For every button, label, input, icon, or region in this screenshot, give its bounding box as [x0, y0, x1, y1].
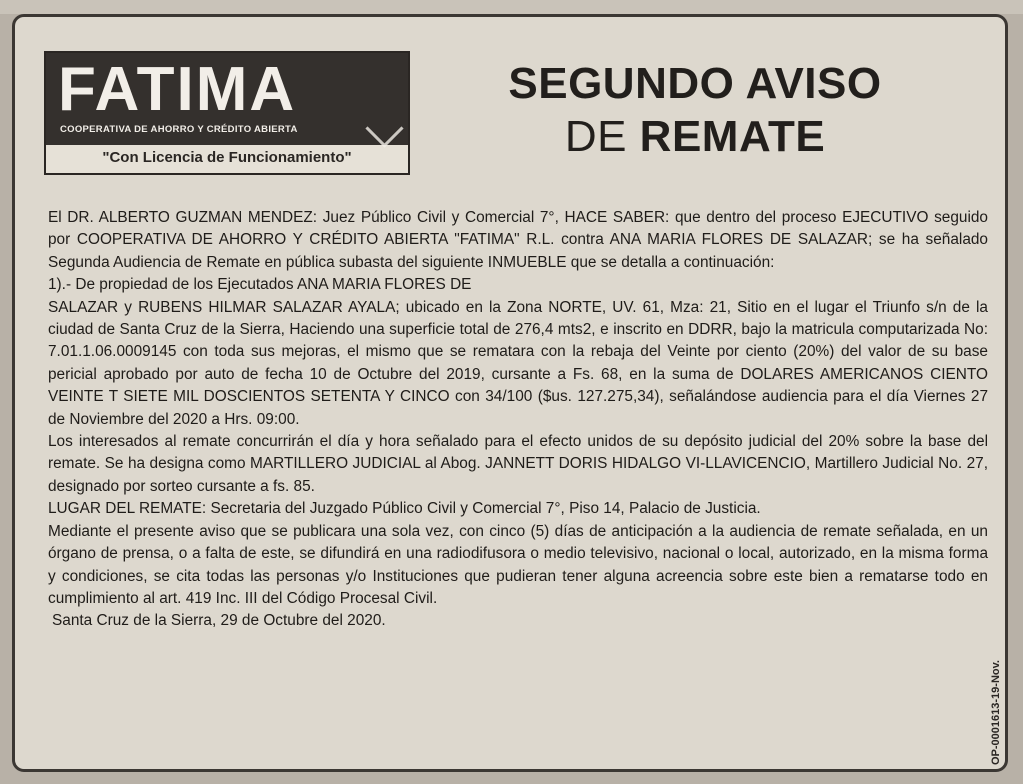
paragraph-date: Santa Cruz de la Sierra, 29 de Octubre del 2020. — [52, 612, 386, 630]
logo-subtitle: COOPERATIVA DE AHORRO Y CRÉDITO ABIERTA — [60, 124, 298, 135]
title-line-2 — [435, 109, 955, 165]
legal-notice — [12, 14, 1008, 772]
paragraph-lugar: LUGAR DEL REMATE: Secretaria del Juzgado Público Civil y Comercial 7°, Piso 14, Palacio de Justicia. — [48, 500, 761, 518]
notice-title — [435, 59, 955, 165]
title-line-1: SEGUNDO AVISO — [508, 59, 882, 108]
paragraph-item1-body: SALAZAR y RUBENS HILMAR SALAZAR AYALA; ubicado en la Zona NORTE, UV. 61, Mza: 21, Sitio en el lugar el Triunfo s/n de la ciudad de Santa Cruz de la Sierra, Haciendo una superficie total de 276,4 mts2, e inscrito en DDRR, bajo la matricula computarizada No: 7.01.1.06.0009145 con toda sus mejoras, el mismo que se rematara con la rebaja del Veinte por ciento (20%) del valor de su base pericial aprobado por auto de fecha 10 de Octubre del 2019, cursante a Fs. 68, en la suma de DOLARES AMERICANOS CIENTO VEINTE T SIETE MIL DOSCIENTOS SETENTA Y CINCO con 34/100 ($us. 127.275,34), señalándose audiencia para el día Viernes 27 de Noviembre del 2020 a Hrs. 09:00. — [48, 298, 988, 428]
fatima-logo — [44, 51, 410, 175]
logo-chevron-icon — [365, 109, 403, 147]
paragraph-interesados: Los interesados al remate concurrirán el día y hora señalado para el efecto unidos de su depósito judicial del 20% sobre la base del remate. Se ha designa como MARTILLERO JUDICIAL al Abog. JANNETT DORIS HIDALGO VI-LLAVICENCIO, Martillero Judicial No. 27, designado por sorteo cursante a fs. 85. — [48, 433, 988, 495]
publication-code: OP-0001613-19-Nov. — [990, 660, 1002, 765]
title-line-2-prefix: DE — [564, 112, 640, 161]
paragraph-mediante: Mediante el presente aviso que se publicara una sola vez, con cinco (5) días de anticipación a la audiencia de remate señalada, en un órgano de prensa, o a falta de este, se difundirá en una radiodifusora o medio televisivo, nacional o local, autorizado, en la misma forma y condiciones, se cita todas las personas y/o Instituciones que pudieran tener alguna acreencia sobre este bien a rematarse todo en cumplimiento al art. 419 Inc. III del Código Procesal Civil. — [48, 522, 988, 607]
paragraph-item1-head: 1).- De propiedad de los Ejecutados ANA MARIA FLORES DE — [48, 276, 472, 294]
logo-license-tagline: "Con Licencia de Funcionamiento" — [102, 149, 352, 166]
paragraph-intro: El DR. ALBERTO GUZMAN MENDEZ: Juez Público Civil y Comercial 7°, HACE SABER: que dentro del proceso EJECUTIVO seguido por COOPERATIVA DE AHORRO Y CRÉDITO ABIERTA "FATIMA" R.L. contra ANA MARIA FLORES DE SALAZAR; se ha señalado Segunda Audiencia de Remate en pública subasta del siguiente INMUEBLE que se detalla a continuación: — [48, 209, 988, 271]
title-line-2-bold: REMATE — [639, 112, 826, 161]
bleed-through-strip — [0, 0, 1023, 14]
logo-name: FATIMA — [58, 55, 297, 124]
logo-band — [46, 53, 408, 145]
notice-body — [48, 207, 988, 633]
